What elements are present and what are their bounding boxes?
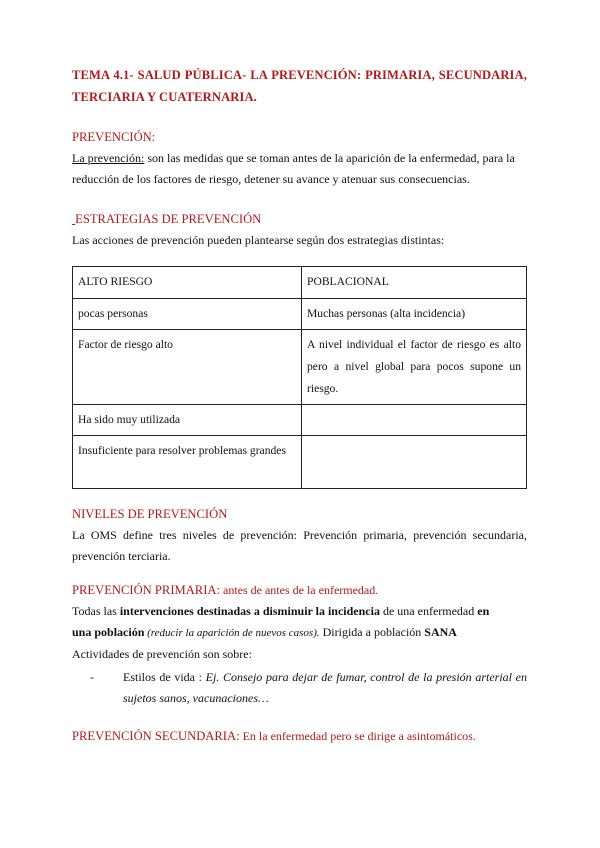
heading-secundaria-label: PREVENCIÓN SECUNDARIA: bbox=[72, 729, 240, 743]
list-item-label: Estilos de vida : bbox=[123, 670, 206, 684]
table-row bbox=[73, 330, 527, 405]
strategies-table bbox=[72, 266, 527, 489]
heading-primaria-label: PREVENCIÓN PRIMARIA: bbox=[72, 583, 220, 597]
heading-estrategias-text: ESTRATEGIAS DE PREVENCIÓN bbox=[75, 212, 262, 226]
heading-prevencion: PREVENCIÓN: bbox=[72, 130, 156, 144]
table-header-cell: ALTO RIESGO bbox=[73, 267, 302, 299]
activities-intro: Actividades de prevención son sobre: bbox=[72, 647, 252, 661]
term-prevencion: La prevención: bbox=[72, 151, 145, 165]
text-run: Dirigida a población bbox=[319, 625, 425, 639]
heading-primaria-note: antes de antes de la enfermedad. bbox=[220, 583, 379, 597]
bold-run: intervenciones destinadas a disminuir la incidencia bbox=[119, 604, 380, 618]
table-cell: pocas personas bbox=[73, 299, 302, 330]
table-row bbox=[73, 405, 527, 436]
definition-prevencion: son las medidas que se toman antes de la aparición de la enfermedad, para la reducción de los factores de riesgo, detener su avance y atenuar sus consecuencias. bbox=[72, 151, 515, 186]
table-cell bbox=[302, 436, 527, 489]
text-run: Todas las bbox=[72, 604, 120, 618]
table-header-row bbox=[73, 267, 527, 299]
table-cell: Ha sido muy utilizada bbox=[73, 405, 302, 436]
bold-run: SANA bbox=[424, 625, 457, 639]
paragraph-prevencion bbox=[72, 148, 527, 190]
italic-run: (reducir la aparición de nuevos casos). bbox=[144, 627, 320, 639]
list-dash: - bbox=[90, 670, 94, 684]
heading-niveles: NIVELES DE PREVENCIÓN bbox=[72, 507, 228, 521]
table-cell bbox=[302, 405, 527, 436]
table-cell: Factor de riesgo alto bbox=[73, 330, 302, 405]
table-header-cell: POBLACIONAL bbox=[302, 267, 527, 299]
estrategias-intro: Las acciones de prevención pueden plantearse según dos estrategias distintas: bbox=[72, 233, 445, 247]
list-item-text bbox=[109, 667, 527, 709]
document-title: TEMA 4.1- SALUD PÚBLICA- LA PREVENCIÓN: PRIMARIA, SECUNDARIA, TERCIARIA Y CUATERNARIA. bbox=[72, 68, 527, 104]
heading-secundaria-note: En la enfermedad pero se dirige a asintomáticos. bbox=[239, 729, 476, 743]
paragraph-primaria bbox=[72, 601, 502, 644]
document-page bbox=[72, 64, 527, 745]
heading-primaria bbox=[72, 581, 527, 599]
bold-run: en una población bbox=[72, 604, 490, 639]
table-cell: Insuficiente para resolver problemas grandes bbox=[73, 436, 302, 489]
list-item-example: Ej. Consejo para dejar de fumar, control de la presión arterial en sujetos sanos, vacunaciones… bbox=[123, 670, 527, 705]
table-cell: Muchas personas (alta incidencia) bbox=[302, 299, 527, 330]
table-row bbox=[73, 436, 527, 489]
list-item bbox=[72, 667, 527, 709]
heading-secundaria bbox=[72, 727, 527, 745]
table-cell: A nivel individual el factor de riesgo es alto pero a nivel global para pocos supone un riesgo. bbox=[302, 330, 527, 405]
text-run: de una enfermedad bbox=[379, 604, 478, 618]
paragraph-niveles: La OMS define tres niveles de prevención: Prevención primaria, prevención secundaria, prevención terciaria. bbox=[72, 528, 527, 563]
table-row bbox=[73, 299, 527, 330]
heading-estrategias bbox=[72, 210, 527, 228]
